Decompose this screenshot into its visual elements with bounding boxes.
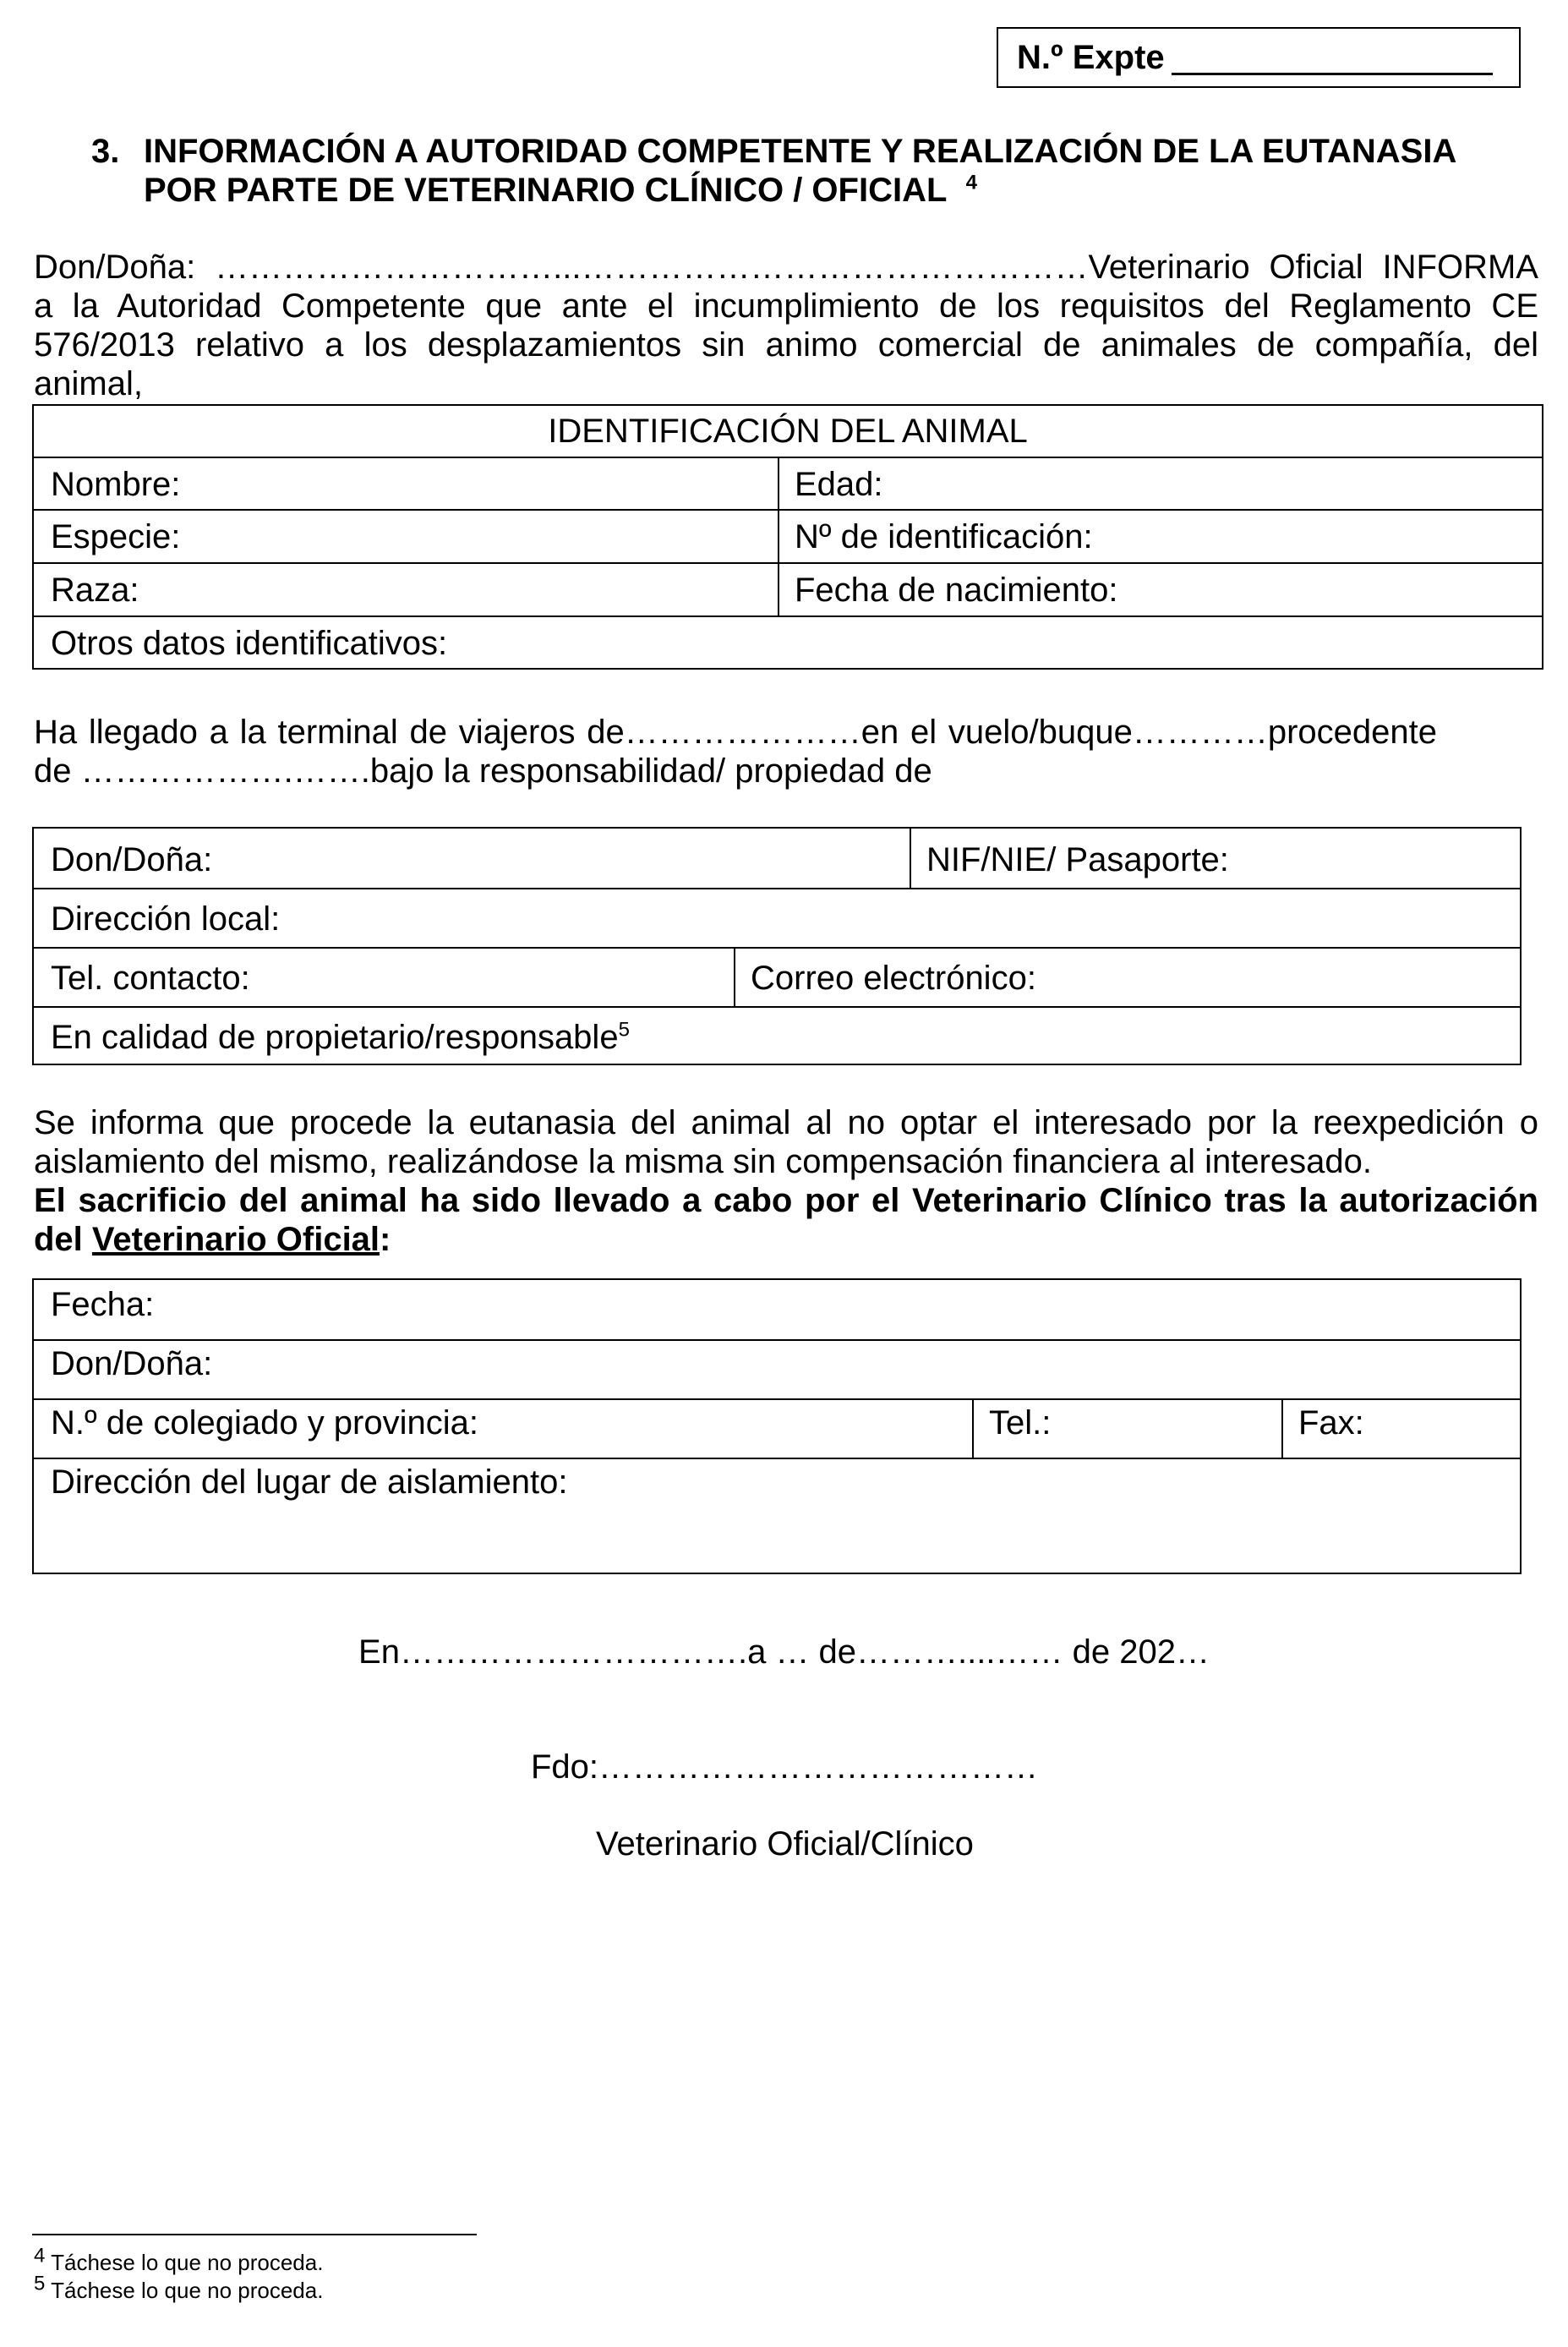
signature-role: Veterinario Oficial/Clínico: [596, 1825, 974, 1863]
signature-line: Fdo:…………………………………: [531, 1748, 1039, 1786]
section-title-line2-text: POR PARTE DE VETERINARIO CLÍNICO / OFICIAL: [144, 172, 948, 209]
animal-especie-label: Especie:: [51, 518, 181, 555]
owner-table: [32, 827, 1522, 1065]
vet-nombre-label: Don/Doña:: [51, 1345, 213, 1382]
animal-nombre-label: Nombre:: [51, 466, 181, 503]
info-bold-line1: El sacrificio del animal ha sido llevado a cabo por el Veterinario Clínico tras la autorización: [34, 1182, 1538, 1219]
info-line2: aislamiento del mismo, realizándose la misma sin compensación financiera al interesado.: [34, 1143, 1372, 1180]
vet-colegiado-label: N.º de colegiado y provincia:: [51, 1404, 478, 1442]
arrival-line2: de ……………….…….bajo la responsabilidad/ propiedad de: [34, 752, 932, 790]
animal-table: [32, 404, 1543, 670]
owner-direccion-label: Dirección local:: [51, 900, 281, 938]
footnote-separator: [32, 2234, 477, 2235]
vet-table: [32, 1278, 1522, 1574]
owner-calidad-text: En calidad de propietario/responsable: [51, 1019, 619, 1056]
footnote-5-ref: 5: [34, 2272, 46, 2295]
footnote-5: [34, 2272, 324, 2304]
footnote-ref-4: 4: [965, 171, 978, 194]
info-bold-line2: [34, 1220, 391, 1259]
vet-fax-label: Fax:: [1298, 1404, 1364, 1442]
owner-tel-label: Tel. contacto:: [51, 960, 250, 997]
arrival-line1: Ha llegado a la terminal de viajeros de…………………en el vuelo/buque…………procedente: [34, 714, 1437, 751]
owner-correo-label: Correo electrónico:: [751, 960, 1036, 997]
footnote-5-text: Táchese lo que no proceda.: [45, 2278, 324, 2303]
animal-edad-label: Edad:: [795, 466, 883, 503]
info-bold-prefix: del: [34, 1221, 92, 1258]
footnote-4-ref: 4: [34, 2244, 46, 2268]
section-title-line2: [144, 171, 977, 210]
intro-line2: a la Autoridad Competente que ante el incumplimiento de los requisitos del Reglamento CE: [34, 287, 1538, 325]
footnote-ref-5: 5: [618, 1018, 630, 1042]
expediente-field[interactable]: [1172, 73, 1493, 75]
owner-nif-label: NIF/NIE/ Pasaporte:: [926, 841, 1229, 878]
info-bold-suffix: :: [380, 1221, 391, 1258]
expediente-box: [997, 27, 1521, 88]
vet-tel-label: Tel.:: [989, 1404, 1052, 1442]
vet-fecha-label: Fecha:: [51, 1286, 155, 1323]
animal-fecha-nacimiento-label: Fecha de nacimiento:: [795, 572, 1118, 609]
animal-table-header: IDENTIFICACIÓN DEL ANIMAL: [548, 413, 1028, 450]
place-date-line: En………………………….a … de………....…… de 202…: [358, 1633, 1210, 1671]
footnote-4-text: Táchese lo que no proceda.: [45, 2250, 324, 2275]
owner-calidad-label: [51, 1018, 630, 1057]
section-title-line1: INFORMACIÓN A AUTORIDAD COMPETENTE Y REALIZACIÓN DE LA EUTANASIA: [144, 133, 1457, 170]
animal-raza-label: Raza:: [51, 572, 139, 609]
expediente-label: N.º Expte: [1017, 39, 1165, 76]
intro-line1: Don/Doña: …………………………...………………………………………Veterinario Oficial INFORMA: [34, 249, 1538, 286]
info-line1: Se informa que procede la eutanasia del animal al no optar el interesado por la reexpedición o: [34, 1104, 1538, 1141]
vet-direccion-label: Dirección del lugar de aislamiento:: [51, 1463, 568, 1501]
footnote-4: [34, 2244, 324, 2276]
intro-line4: animal,: [34, 365, 143, 402]
animal-identificacion-label: Nº de identificación:: [795, 518, 1093, 555]
section-number: 3.: [91, 133, 120, 170]
intro-line3: 576/2013 relativo a los desplazamientos sin animo comercial de animales de compañía, del: [34, 326, 1538, 364]
owner-nombre-label: Don/Doña:: [51, 841, 213, 878]
animal-otros-label: Otros datos identificativos:: [51, 625, 448, 662]
info-bold-underlined: Veterinario Oficial: [91, 1221, 380, 1258]
